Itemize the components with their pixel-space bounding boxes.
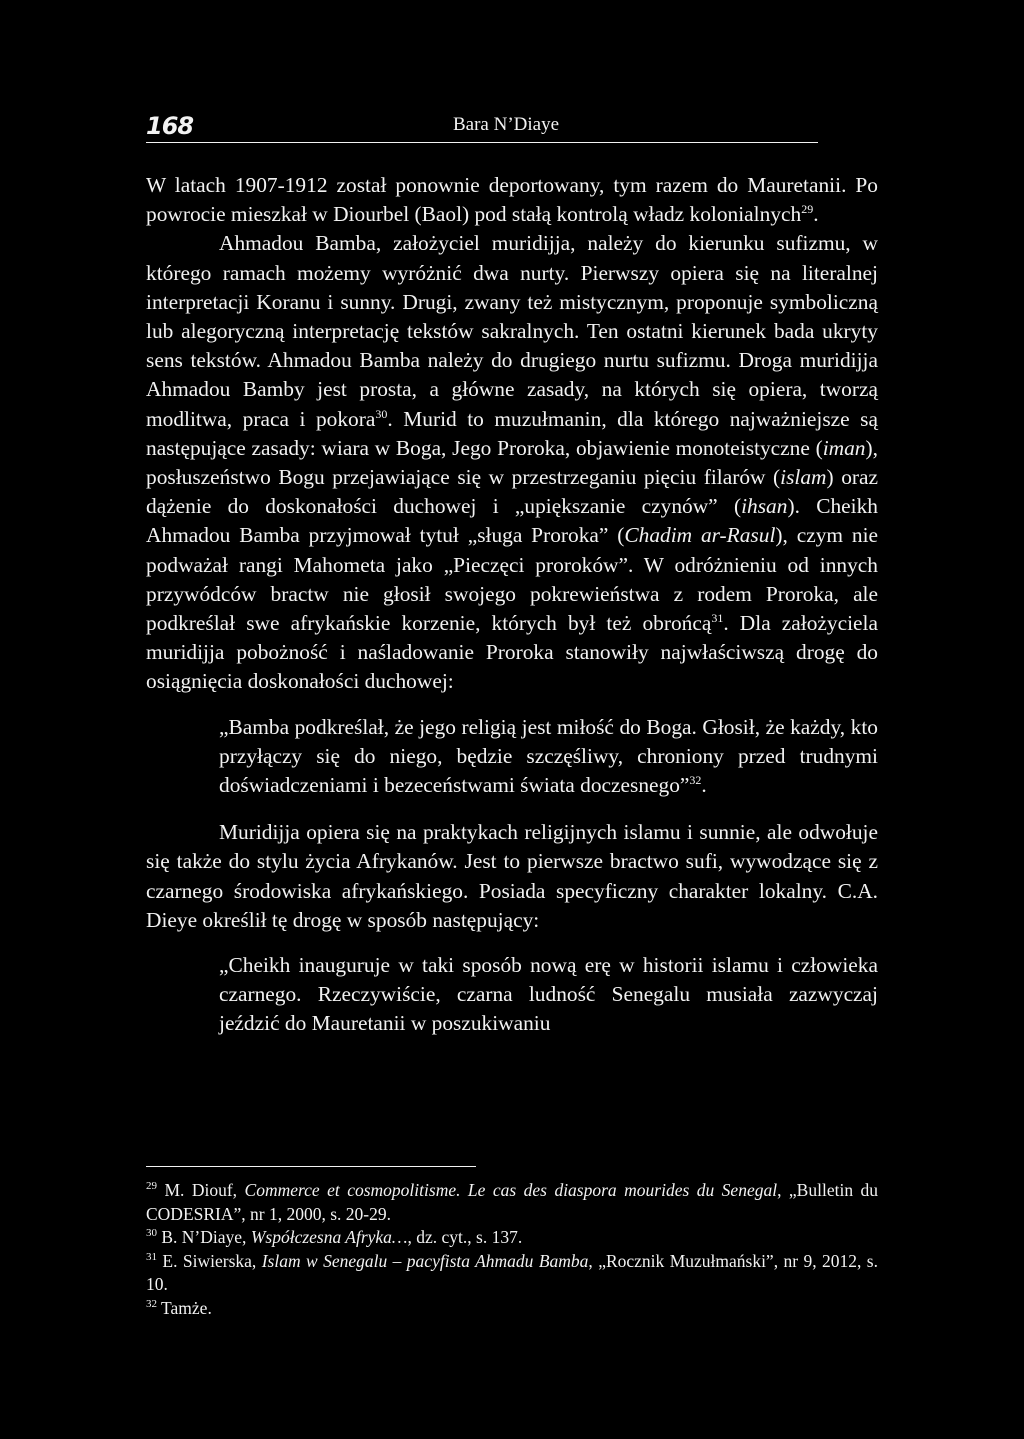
footnote-ref[interactable]: 31 <box>711 610 724 625</box>
text-span: ). Cheikh Ahmadou Bamba przyjmował tytuł „sługa Proroka” ( <box>146 494 878 548</box>
footnote-number: 31 <box>146 1250 157 1263</box>
footnote-32 <box>146 1297 878 1321</box>
footnote-ref[interactable]: 32 <box>689 772 702 787</box>
text-span: , dz. cyt., s. 137. <box>407 1227 523 1247</box>
text-span: . Dla założyciela muridijja pobożność i naśladowanie Proroka stanowiły najwłaściwszą drogę do osiągnięcia doskonałości duchowej: <box>146 611 878 694</box>
running-header <box>146 108 818 143</box>
text-span: Tamże. <box>157 1297 212 1318</box>
footnote-title: Islam w Senegalu – pacyfista Ahmadu Bamba <box>261 1250 589 1271</box>
main-text <box>146 171 878 697</box>
text-span: E. Siwierska, <box>157 1250 262 1271</box>
footnote-number: 30 <box>146 1227 157 1240</box>
main-text-continued <box>146 818 878 935</box>
footnote-ref[interactable]: 30 <box>375 406 388 421</box>
paragraph-2 <box>146 229 878 696</box>
footnote-divider <box>146 1166 476 1167</box>
quote-text: „Bamba podkreślał, że jego religią jest miłość do Boga. Głosił, że każdy, kto przyłączy się do niego, będzie szczęśliwy, chroniony przed trudnymi doświadczeniami i bezeceństwami świata doczesnego” <box>219 714 878 798</box>
italic-term: ihsan <box>741 494 788 519</box>
text-span: , „Rocznik Muzułmański”, nr 9, 2012, s. 10. <box>146 1250 878 1294</box>
footnote-31 <box>146 1250 878 1297</box>
text-span: M. Diouf, <box>157 1180 245 1200</box>
text-span: . <box>701 773 707 798</box>
text-span: . Murid to muzułmanin, dla którego najważniejsze są następujące zasady: wiara w Boga, Jego Proroka, objawienie monoteistyczne ( <box>146 406 878 460</box>
italic-term: Chadim ar-Rasul <box>624 523 776 548</box>
italic-term: islam <box>780 465 827 490</box>
book-page <box>146 108 878 1368</box>
text-span: B. N’Diaye, <box>157 1227 251 1247</box>
page-number: 168 <box>146 112 194 140</box>
footnote-title: Commerce et cosmopolitisme. Le cas des diaspora mourides du Senegal <box>244 1180 778 1200</box>
text-span: ), posłuszeństwo Bogu przejawiające się w przestrzeganiu pięciu filarów ( <box>146 435 878 490</box>
block-quote-1 <box>219 713 878 801</box>
footnotes <box>146 1166 878 1320</box>
text-span: ) oraz dążenie do doskonałości duchowej i „upiększanie czynów” ( <box>146 465 878 519</box>
block-quote-2: „Cheikh inauguruje w taki sposób nową erę w historii islamu i człowieka czarnego. Rzeczywiście, czarna ludność Senegalu musiała zazwyczaj jeździć do Mauretanii w poszukiwaniu <box>219 953 878 1036</box>
text-span: , „Bulletin du CODESRIA”, nr 1, 2000, s. 20-29. <box>146 1180 879 1224</box>
footnote-ref[interactable]: 29 <box>801 202 814 217</box>
footnote-title: Współczesna Afryka… <box>250 1227 408 1247</box>
text-span: W latach 1907-1912 został ponownie deportowany, tym razem do Mauretanii. Po powrocie mieszkał w Diourbel (Baol) pod stałą kontrolą władz kolonialnych <box>146 173 878 227</box>
italic-term: iman <box>822 435 866 460</box>
text-span: . <box>813 202 819 227</box>
footnote-number: 29 <box>146 1180 157 1193</box>
footnote-number: 32 <box>146 1297 157 1310</box>
text-span: Ahmadou Bamba, założyciel muridijja, należy do kierunku sufizmu, w którego ramach możemy wyróżnić dwa nurty. Pierwszy opiera się na literalnej interpretacji Koranu i sunny. Drugi, zwany też mistycznym, proponuje symboliczną lub alegoryczną interpretację tekstów sakralnych. Ten ostatni kierunek bada ukryty sens tekstów. Ahmadou Bamba należy do drugiego nurtu sufizmu. Droga muridijja Ahmadou Bamby jest prosta, a główne zasady, na których się opiera, tworzą modlitwa, praca i pokora <box>146 231 878 431</box>
footnote-29 <box>146 1179 878 1226</box>
running-author: Bara N’Diaye <box>453 114 560 135</box>
footnote-30 <box>146 1226 878 1250</box>
text-span: ), czym nie podważał rangi Mahometa jako „Pieczęci proroków”. W odróżnieniu od innych przywódców bractw nie głosił swojego pokrewieństwa z rodem Proroka, ale podkreślał swe afrykańskie korzenie, których był też obrońcą <box>146 523 879 636</box>
paragraph-3: Muridijja opiera się na praktykach religijnych islamu i sunnie, ale odwołuje się także do stylu życia Afrykanów. Jest to pierwsze bractwo sufi, wywodzące się z czarnego środowiska afrykańskiego. Posiada specyficzny charakter lokalny. C.A. Dieye określił tę drogę w sposób następujący: <box>146 820 878 932</box>
paragraph-1 <box>146 171 878 229</box>
